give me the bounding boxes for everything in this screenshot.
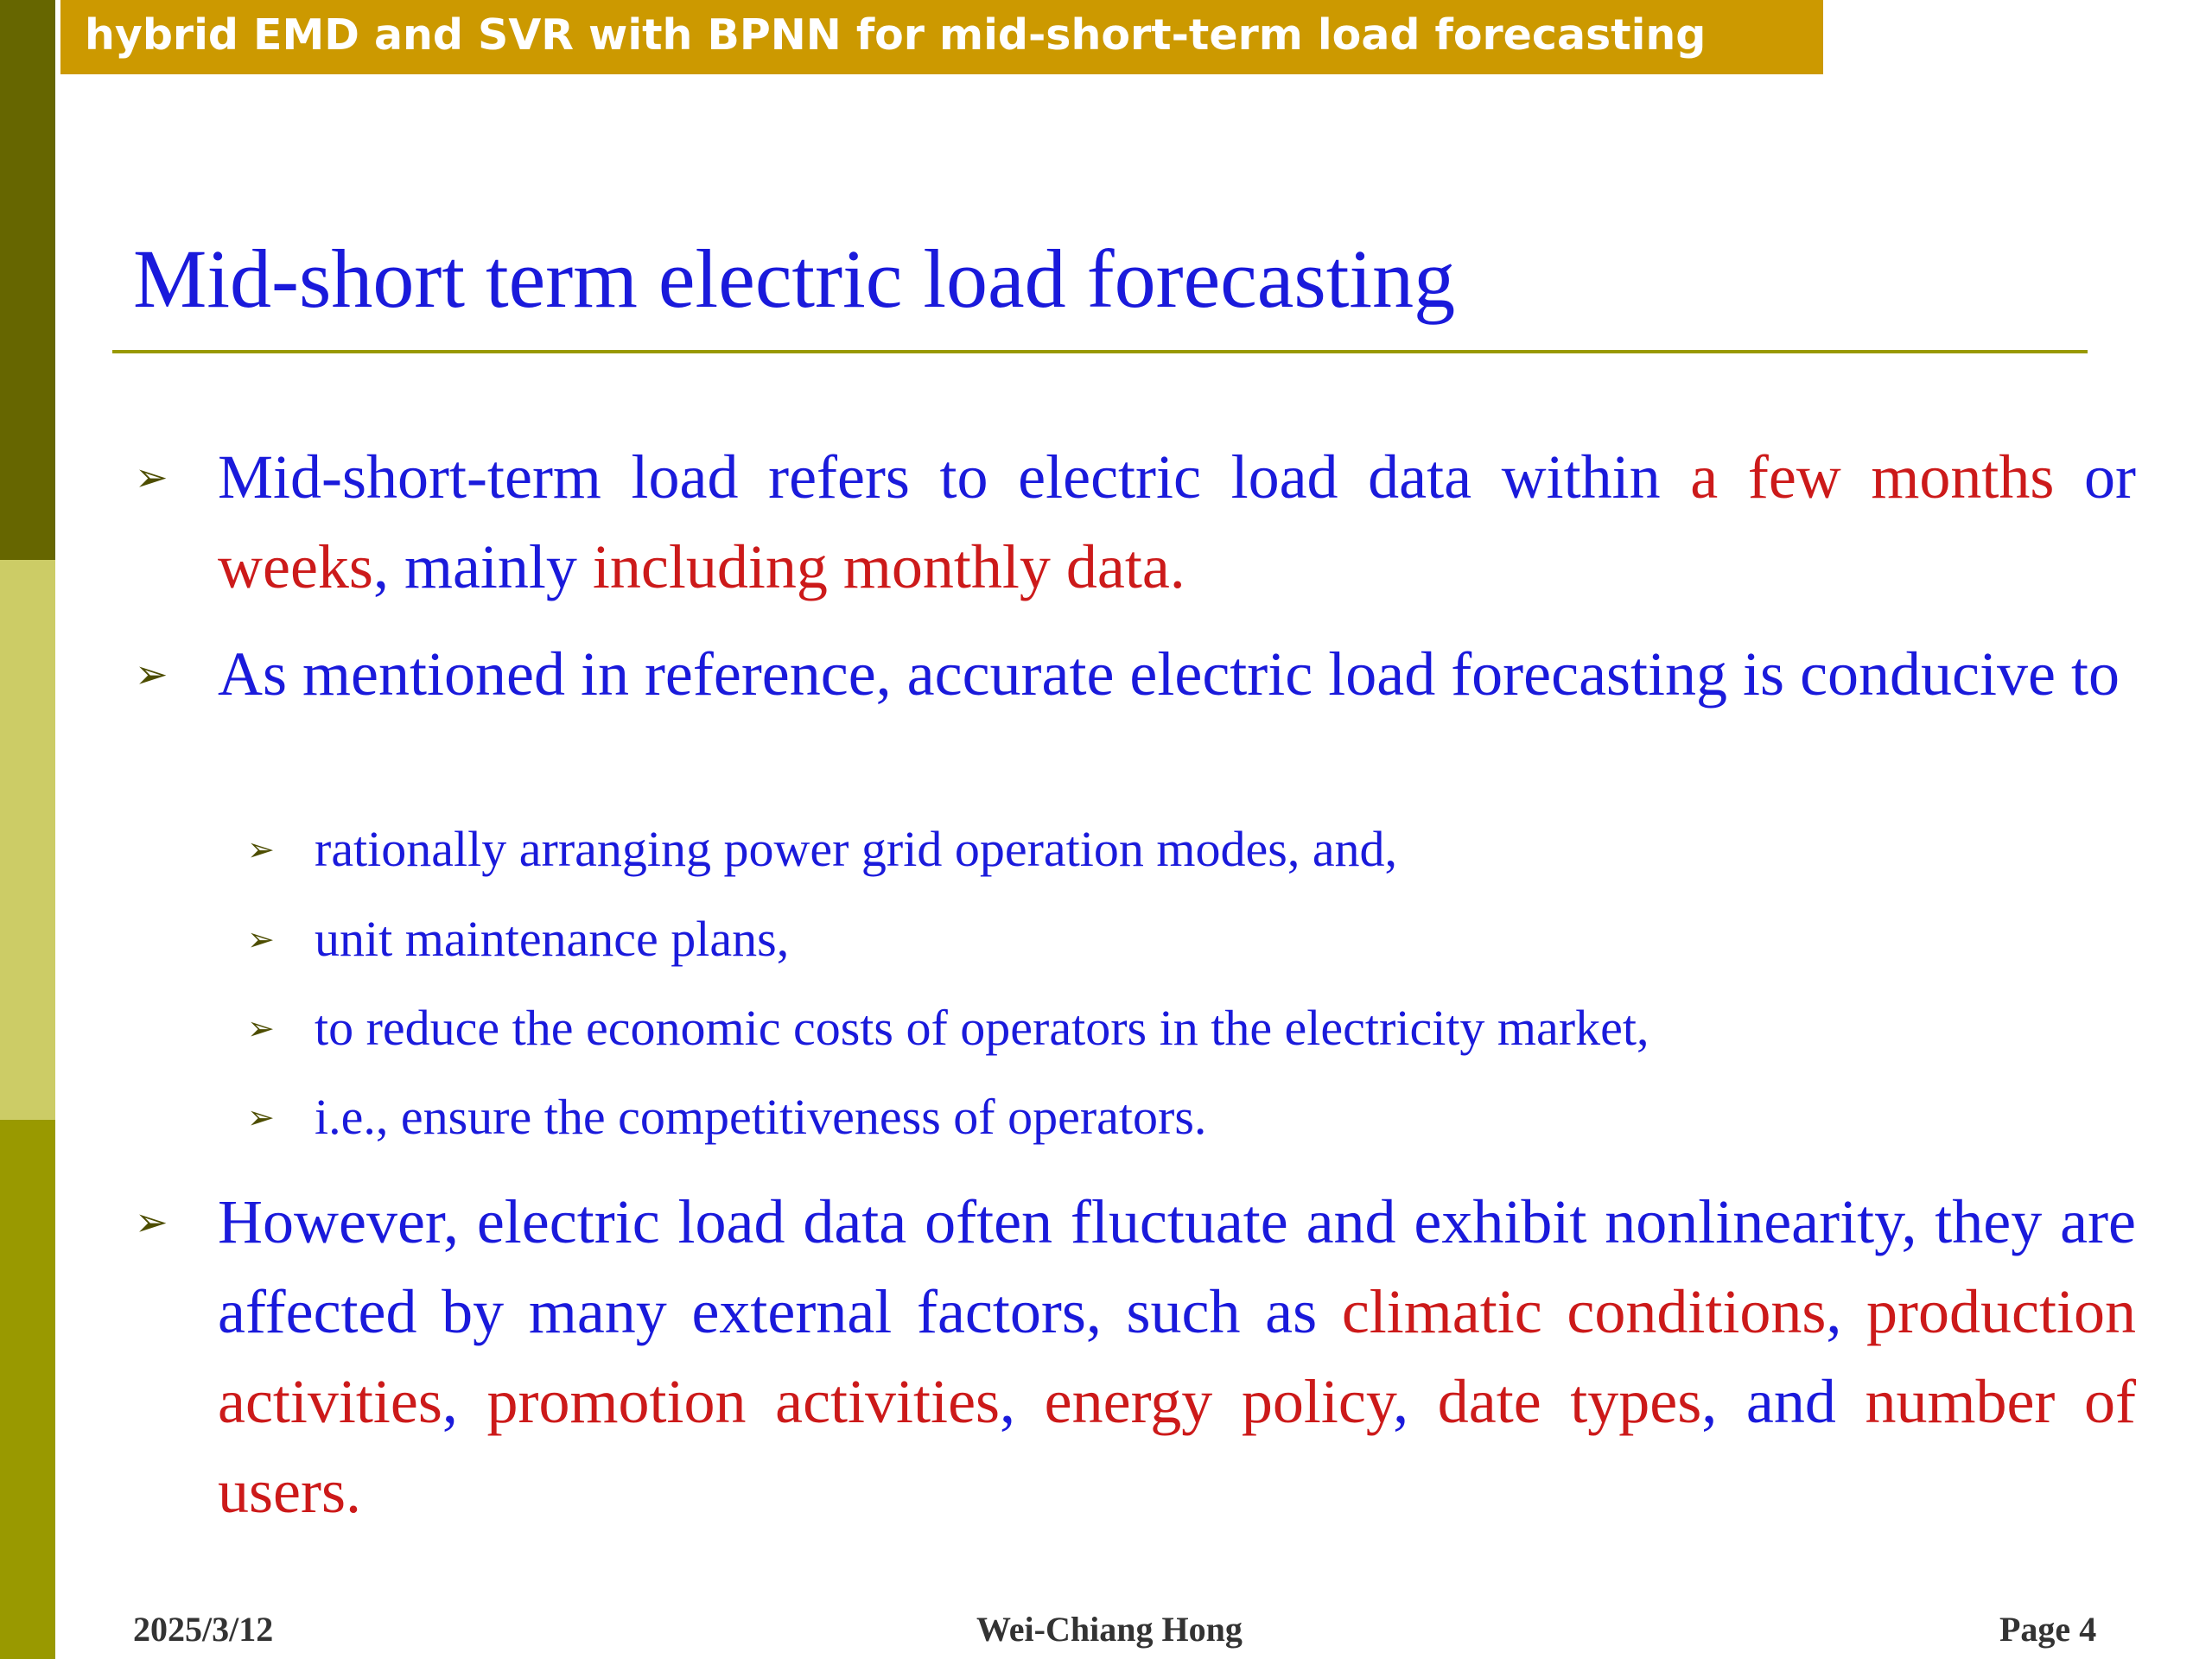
side-band-olive — [0, 1120, 55, 1659]
highlight-text: energy policy — [1044, 1367, 1394, 1436]
body-text: , — [1826, 1277, 1867, 1346]
header-banner — [60, 0, 1823, 74]
body-text: , — [1393, 1367, 1438, 1436]
highlight-text: a few months — [1690, 442, 2055, 512]
sub-bullet-text: to reduce the economic costs of operators in the electricity market, — [315, 1000, 1649, 1056]
sub-bullet-item — [247, 909, 2129, 969]
sub-bullet-text: rationally arranging power grid operation modes, and, — [315, 821, 1398, 877]
slide-title: Mid-short term electric load forecasting — [133, 232, 1456, 325]
highlight-text: weeks — [218, 532, 373, 601]
side-band-dark — [0, 0, 55, 560]
body-text: As mentioned in reference, accurate electric load forecasting is conducive to — [218, 639, 2120, 709]
sub-bullet-item — [247, 819, 2129, 880]
highlight-text: date types — [1437, 1367, 1702, 1436]
body-text: , and — [1701, 1367, 1866, 1436]
header-banner-text: hybrid EMD and SVR with BPNN for mid-short-term load forecasting — [85, 10, 1707, 60]
footer-author: Wei-Chiang Hong — [976, 1610, 1243, 1649]
body-text: , — [442, 1367, 487, 1436]
sub-bullet-arrow-icon: ➢ — [247, 1098, 275, 1136]
bullet-item — [135, 1177, 2136, 1536]
sub-bullet-arrow-icon: ➢ — [247, 830, 275, 868]
footer-date: 2025/3/12 — [133, 1610, 274, 1649]
footer-page-number: Page 4 — [1999, 1610, 2097, 1649]
bullet-item — [135, 629, 2136, 719]
sub-bullet-arrow-icon: ➢ — [247, 1009, 275, 1047]
highlight-text: number of users. — [218, 1367, 2136, 1526]
sub-bullet-text: i.e., ensure the competitiveness of operators. — [315, 1089, 1207, 1145]
bullet-text — [218, 1187, 2136, 1526]
sub-bullet-item — [247, 998, 2129, 1058]
highlight-text: climatic conditions — [1341, 1277, 1827, 1346]
body-text: Mid-short-term load refers to electric load data within — [218, 442, 1691, 512]
bullet-item — [135, 432, 2136, 612]
body-text: or — [2054, 442, 2136, 512]
body-text: , mainly — [372, 532, 593, 601]
highlight-text: production activities — [218, 1277, 2136, 1436]
sub-bullet-text: unit maintenance plans, — [315, 911, 790, 967]
body-text: However, electric load data often fluctuate and exhibit nonlinearity, they are affected by many external factors, such as — [218, 1187, 2136, 1346]
body-text: , — [1000, 1367, 1045, 1436]
bullet-text — [218, 442, 2136, 601]
title-divider — [112, 350, 2088, 353]
bullet-arrow-icon: ➢ — [135, 454, 168, 500]
sub-bullet-arrow-icon: ➢ — [247, 920, 275, 958]
side-band-light — [0, 560, 55, 1120]
highlight-text: promotion activities — [486, 1367, 1001, 1436]
sub-bullet-item — [247, 1087, 2129, 1147]
highlight-text: including monthly data. — [592, 532, 1185, 601]
bullet-arrow-icon: ➢ — [135, 1198, 168, 1245]
bullet-text — [218, 639, 2120, 709]
bullet-arrow-icon: ➢ — [135, 651, 168, 697]
